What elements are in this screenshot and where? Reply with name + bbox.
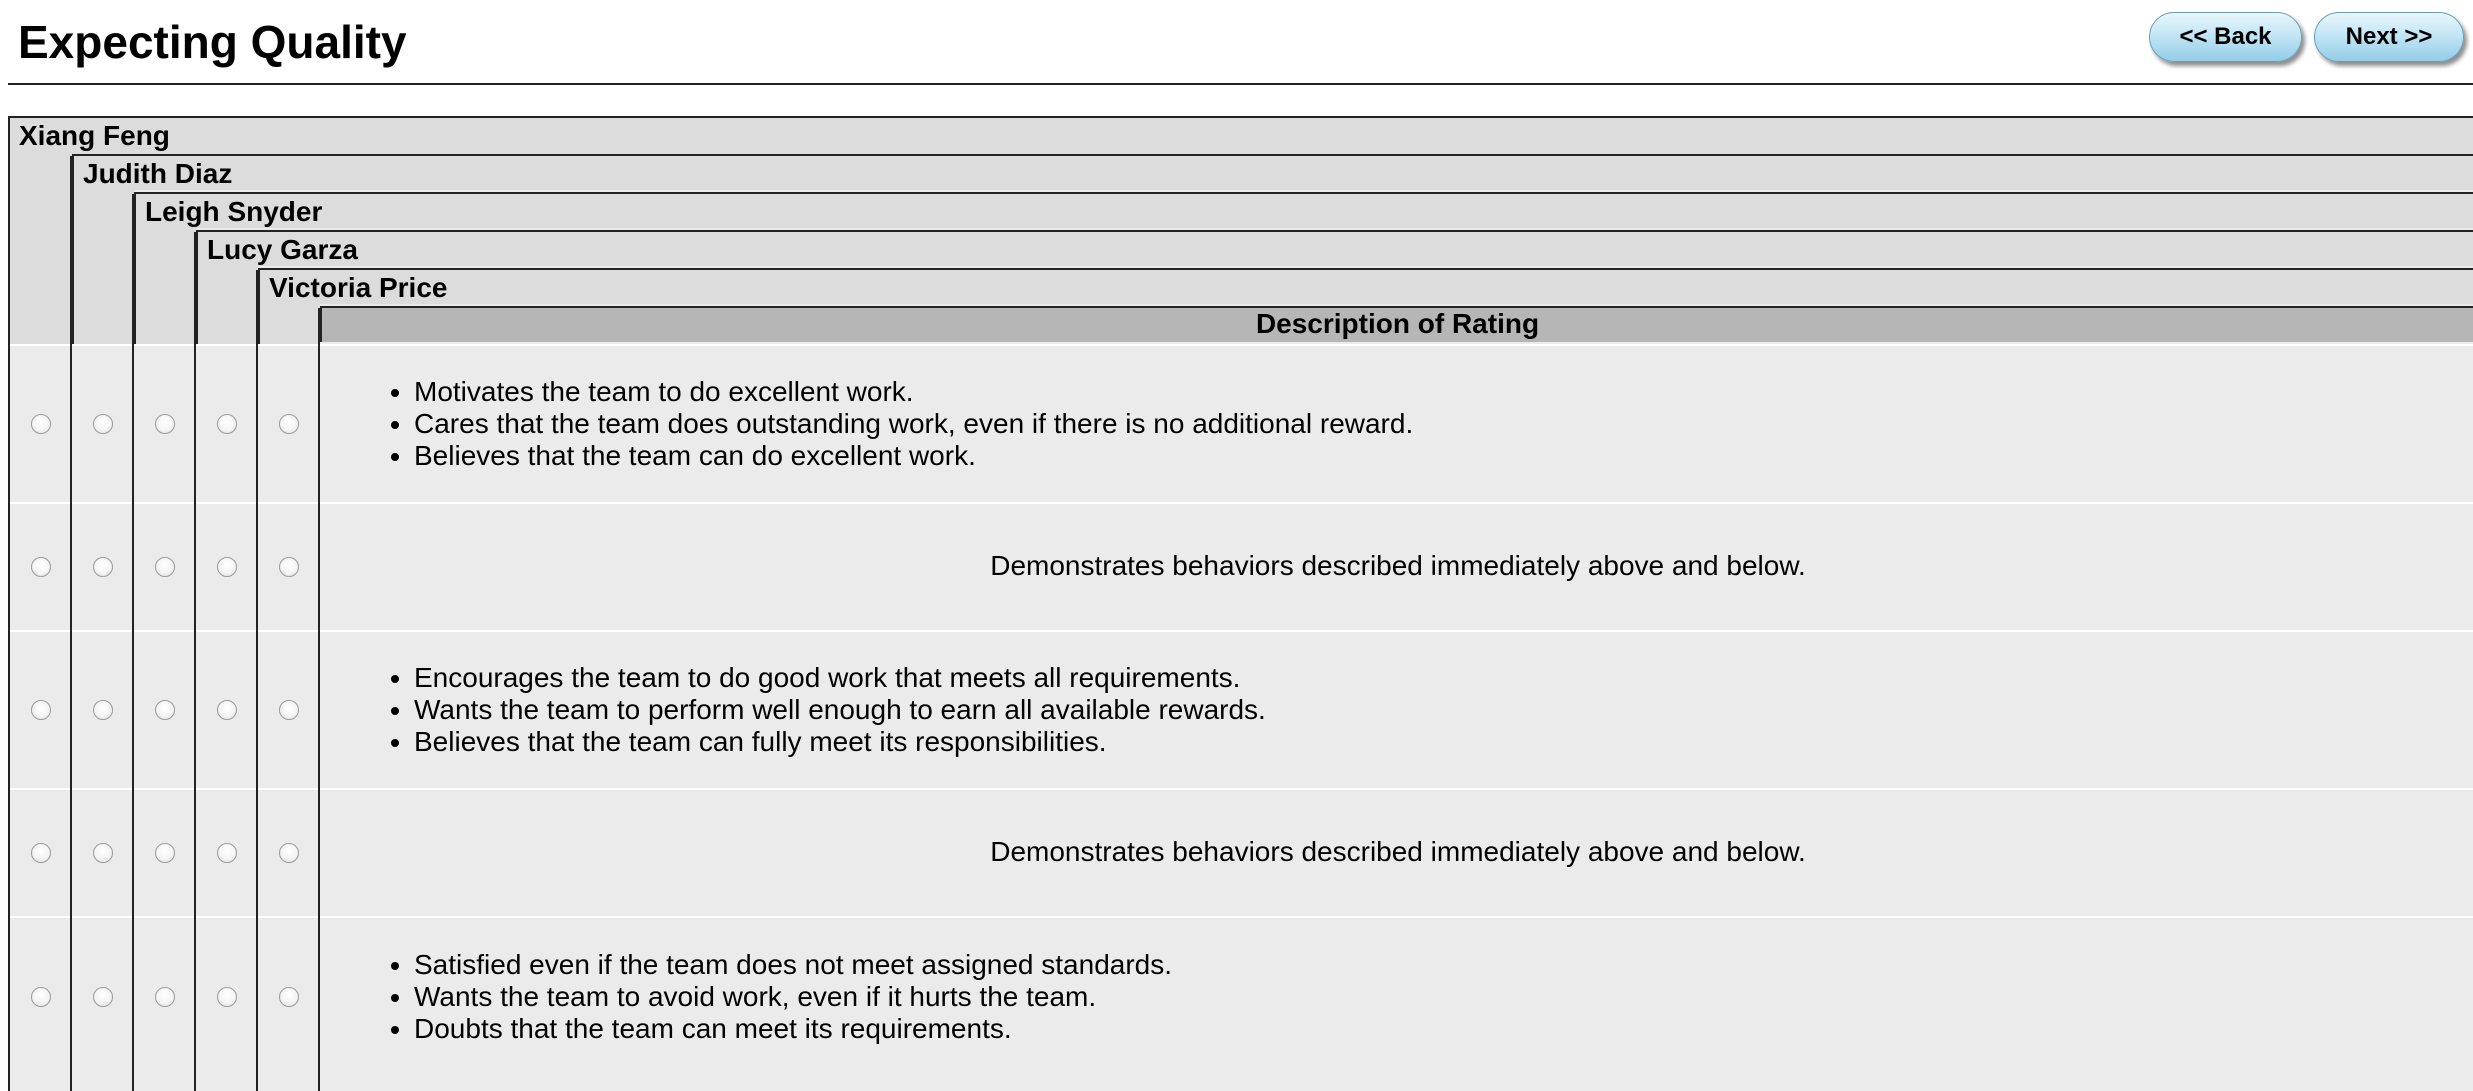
rater-name: Lucy Garza (207, 234, 358, 265)
rating-radio-leigh-snyder[interactable] (155, 987, 175, 1007)
rating-description-item: • Wants the team to avoid work, even if it hurts the team. (414, 981, 1172, 1013)
rating-radio-leigh-snyder[interactable] (155, 414, 175, 434)
rating-description-item: • Wants the team to perform well enough to earn all available rewards. (414, 694, 1266, 726)
rater-header-lucy-garza (196, 230, 2473, 266)
rating-description-item: • Cares that the team does outstanding work, even if there is no additional reward. (414, 408, 1413, 440)
rating-radio-xiang-feng[interactable] (31, 843, 51, 863)
rating-radio-lucy-garza[interactable] (217, 414, 237, 434)
rater-name: Xiang Feng (19, 120, 170, 151)
rating-description-item: • Believes that the team can do excellent work. (414, 440, 1413, 472)
rating-description-list (386, 949, 1172, 1045)
rating-description-text: Demonstrates behaviors described immediately above and below. (990, 550, 1806, 581)
rating-grid (8, 116, 2473, 1091)
rating-description-item: • Doubts that the team can meet its requirements. (414, 1013, 1172, 1045)
rating-radio-judith-diaz[interactable] (93, 414, 113, 434)
rating-row (10, 788, 2473, 916)
page-title: Expecting Quality (18, 16, 407, 68)
rating-description-list (386, 662, 1266, 758)
rating-radio-judith-diaz[interactable] (93, 987, 113, 1007)
rating-radio-leigh-snyder[interactable] (155, 557, 175, 577)
rating-radio-lucy-garza[interactable] (217, 557, 237, 577)
rating-radio-judith-diaz[interactable] (93, 700, 113, 720)
column-divider (256, 270, 258, 1091)
title-divider (8, 83, 2473, 85)
rating-description-text: Demonstrates behaviors described immediately above and below. (990, 836, 1806, 867)
rating-radio-lucy-garza[interactable] (217, 843, 237, 863)
rating-radio-victoria-price[interactable] (279, 700, 299, 720)
rating-radio-lucy-garza[interactable] (217, 700, 237, 720)
rating-description-item: • Motivates the team to do excellent work. (414, 376, 1413, 408)
description-header: Description of Rating (320, 306, 2473, 342)
rater-header-victoria-price (258, 268, 2473, 304)
back-button[interactable]: << Back (2149, 12, 2302, 62)
rating-radio-xiang-feng[interactable] (31, 700, 51, 720)
rating-radio-xiang-feng[interactable] (31, 557, 51, 577)
rating-description-list (386, 376, 1413, 472)
rater-name: Leigh Snyder (145, 196, 323, 227)
rater-header-xiang-feng (10, 118, 2473, 154)
rating-radio-xiang-feng[interactable] (31, 987, 51, 1007)
rater-header-judith-diaz (72, 154, 2473, 190)
rating-radio-victoria-price[interactable] (279, 557, 299, 577)
rating-description-item: • Believes that the team can fully meet its responsibilities. (414, 726, 1266, 758)
rating-radio-victoria-price[interactable] (279, 843, 299, 863)
column-divider (132, 194, 134, 1091)
rating-description-item: • Satisfied even if the team does not meet assigned standards. (414, 949, 1172, 981)
rating-row (10, 630, 2473, 788)
rating-row (10, 344, 2473, 502)
rating-row (10, 916, 2473, 1091)
rating-radio-leigh-snyder[interactable] (155, 843, 175, 863)
rating-radio-judith-diaz[interactable] (93, 557, 113, 577)
rating-radio-victoria-price[interactable] (279, 414, 299, 434)
rating-radio-xiang-feng[interactable] (31, 414, 51, 434)
column-divider (194, 232, 196, 1091)
column-divider (318, 308, 320, 1091)
next-button[interactable]: Next >> (2314, 12, 2464, 62)
rating-radio-lucy-garza[interactable] (217, 987, 237, 1007)
rater-name: Judith Diaz (83, 158, 233, 189)
rating-radio-victoria-price[interactable] (279, 987, 299, 1007)
rating-description-item: • Encourages the team to do good work that meets all requirements. (414, 662, 1266, 694)
rater-name: Victoria Price (269, 272, 448, 303)
rater-header-leigh-snyder (134, 192, 2473, 228)
rating-row (10, 502, 2473, 630)
rating-radio-leigh-snyder[interactable] (155, 700, 175, 720)
column-divider (70, 156, 72, 1091)
rating-radio-judith-diaz[interactable] (93, 843, 113, 863)
